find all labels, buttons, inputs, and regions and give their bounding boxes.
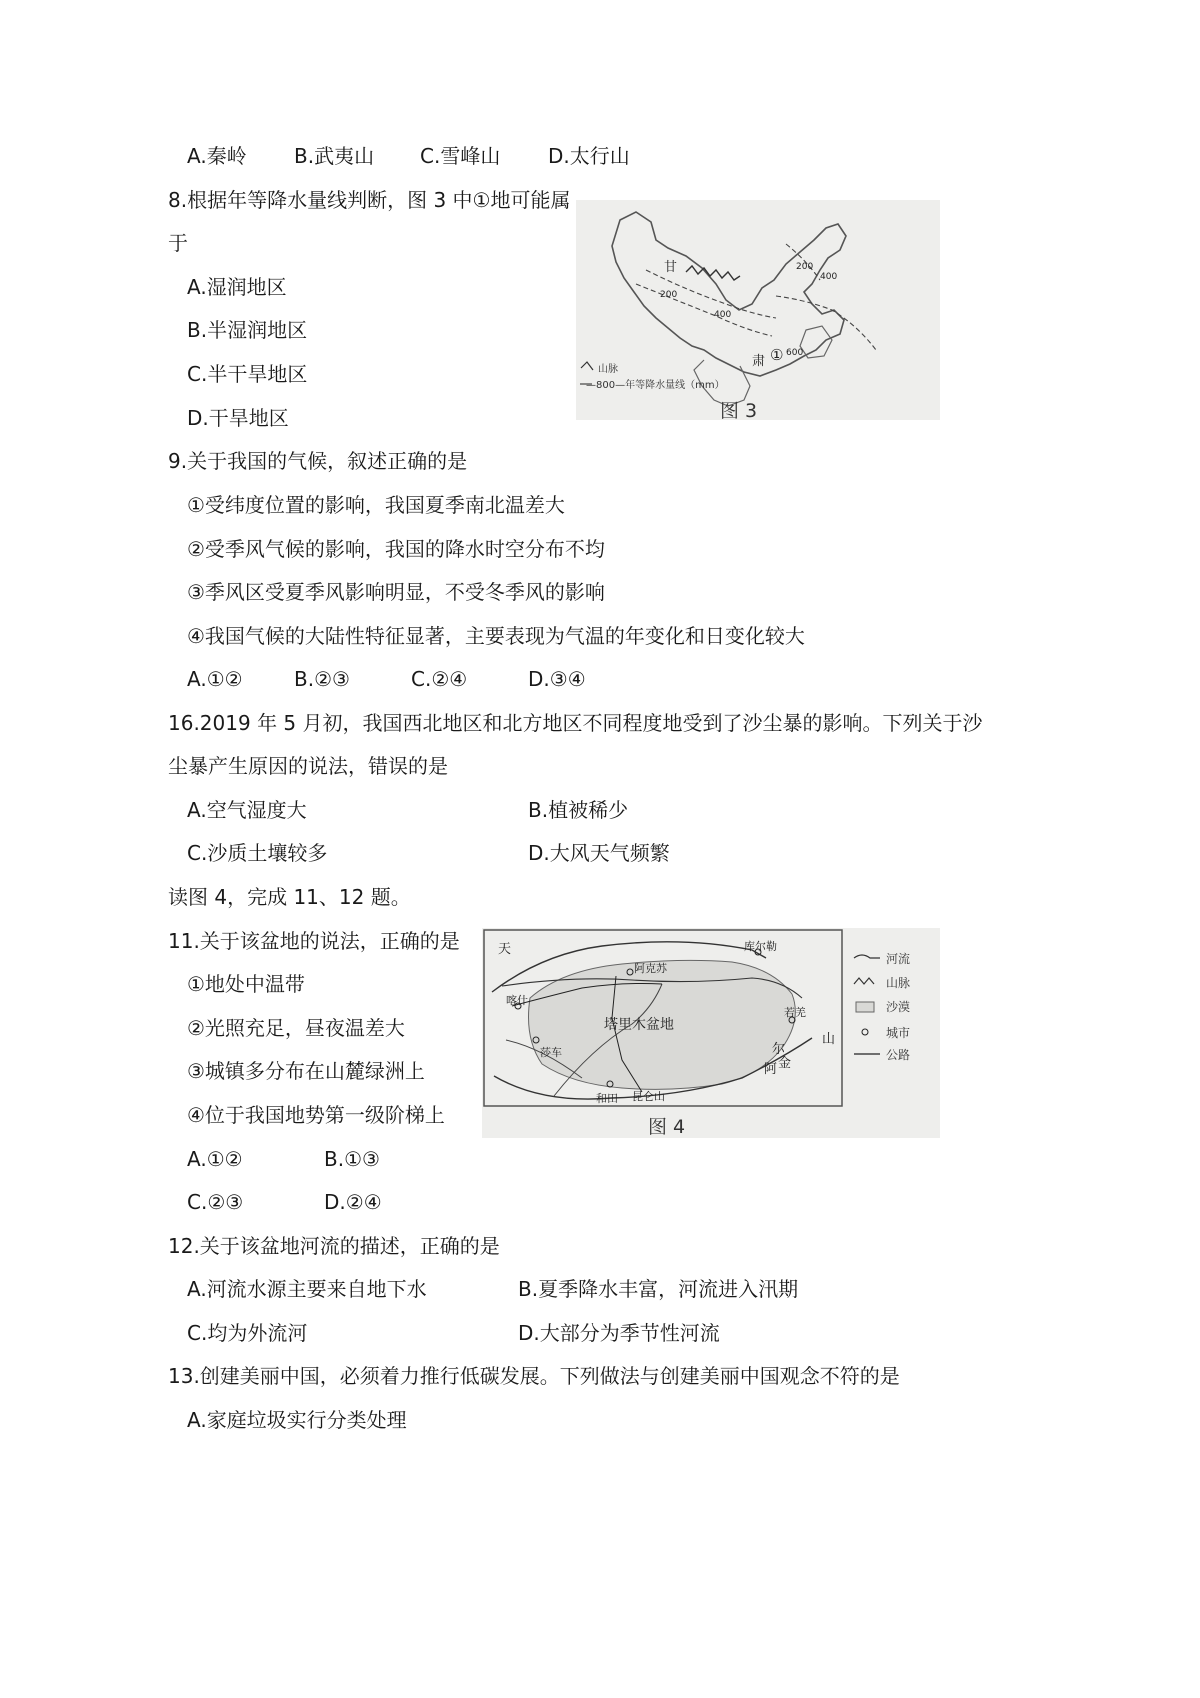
eastern-border — [800, 326, 832, 358]
label-tian: 天 — [498, 942, 512, 957]
q11-option-b: B.①③ — [324, 1147, 380, 1171]
label-iso600: 600 — [786, 348, 804, 358]
q8-option-a: A.湿润地区 — [187, 275, 287, 299]
q11-statement-1: ①地处中温带 — [187, 972, 305, 996]
q11-option-d: D.②④ — [324, 1190, 382, 1214]
q16-option-c: C.沙质土壤较多 — [187, 841, 328, 865]
label-ruoqiang: 若羌 — [784, 1006, 806, 1019]
label-marker-1: ① — [770, 346, 784, 364]
figure-3-map — [576, 200, 940, 420]
q7-option-c: C.雪峰山 — [420, 144, 501, 168]
label-basin: 塔里木盆地 — [604, 1017, 674, 1033]
label-iso200-east: 200 — [796, 262, 814, 272]
label-er: 尔 — [772, 1042, 786, 1057]
q11-stem: 11.关于该盆地的说法，正确的是 — [168, 929, 460, 953]
legend-river: 河流 — [886, 952, 911, 966]
label-gan: 甘 — [664, 260, 678, 275]
q12-option-a: A.河流水源主要来自地下水 — [187, 1277, 427, 1301]
q16-stem: 16.2019 年 5 月初，我国西北地区和北方地区不同程度地受到了沙尘暴的影响。下列关于沙 — [168, 711, 983, 735]
label-shan: 山 — [822, 1032, 836, 1047]
legend-river-symbol — [854, 955, 880, 958]
legend-mountain: 山脉 — [886, 976, 911, 990]
q7-option-b: B.武夷山 — [294, 144, 375, 168]
q16-option-b: B.植被稀少 — [528, 798, 629, 822]
q8-option-d: D.干旱地区 — [187, 406, 289, 430]
q13-stem: 13.创建美丽中国，必须着力推行低碳发展。下列做法与创建美丽中国观念不符的是 — [168, 1364, 900, 1388]
q8-option-b: B.半湿润地区 — [187, 318, 308, 342]
label-shache: 莎车 — [540, 1046, 562, 1059]
figure-4-svg — [482, 928, 940, 1138]
q16-stem-continued: 尘暴产生原因的说法，错误的是 — [168, 754, 448, 778]
q7-option-d: D.太行山 — [548, 144, 630, 168]
label-hetian: 和田 — [596, 1092, 618, 1105]
label-su: 肃 — [752, 354, 766, 369]
q9-statement-3: ③季风区受夏季风影响明显，不受冬季风的影响 — [187, 580, 605, 604]
q11-statement-3: ③城镇多分布在山麓绿洲上 — [187, 1059, 425, 1083]
q12-option-d: D.大部分为季节性河流 — [518, 1321, 720, 1345]
label-iso400-east: 400 — [820, 272, 838, 282]
q8-stem: 8.根据年等降水量线判断，图 3 中①地可能属 — [168, 188, 571, 212]
q9-option-d: D.③④ — [528, 667, 586, 691]
q11-statement-4: ④位于我国地势第一级阶梯上 — [187, 1103, 445, 1127]
label-akesu: 阿克苏 — [634, 962, 667, 975]
label-korla: 库尔勒 — [744, 940, 777, 953]
legend-city: 城市 — [886, 1026, 911, 1040]
q7-option-a: A.秦岭 — [187, 144, 247, 168]
label-jin: 金 — [778, 1056, 792, 1071]
province-outline — [612, 212, 846, 376]
q9-option-c: C.②④ — [411, 667, 468, 691]
q11-statement-2: ②光照充足，昼夜温差大 — [187, 1016, 405, 1040]
figure-4-intro: 读图 4，完成 11、12 题。 — [168, 885, 411, 909]
label-iso400: 400 — [714, 310, 732, 320]
label-iso200: 200 — [660, 290, 678, 300]
legend-isohyet-label: —800—年等降水量线（mm） — [586, 380, 725, 391]
legend-road: 公路 — [886, 1048, 911, 1062]
isohyet-400 — [636, 284, 772, 336]
q12-stem: 12.关于该盆地河流的描述，正确的是 — [168, 1234, 500, 1258]
q9-stem: 9.关于我国的气候，叙述正确的是 — [168, 449, 468, 473]
figure-3-caption: 图 3 — [720, 400, 758, 422]
q9-option-a: A.①② — [187, 667, 243, 691]
legend-desert-symbol — [856, 1002, 874, 1012]
q9-statement-2: ②受季风气候的影响，我国的降水时空分布不均 — [187, 537, 605, 561]
figure-4-caption: 图 4 — [648, 1116, 686, 1138]
q12-option-b: B.夏季降水丰富，河流进入汛期 — [518, 1277, 799, 1301]
q9-option-b: B.②③ — [294, 667, 350, 691]
q13-option-a: A.家庭垃圾实行分类处理 — [187, 1408, 407, 1432]
figure-4-map — [482, 928, 940, 1138]
q8-stem-continued: 于 — [168, 231, 188, 255]
legend-mountain-label: 山脉 — [598, 364, 618, 375]
q8-option-c: C.半干旱地区 — [187, 362, 308, 386]
mountain-range-qilian — [686, 266, 740, 280]
q16-option-a: A.空气湿度大 — [187, 798, 307, 822]
label-kashi: 喀什 — [506, 994, 528, 1007]
q9-statement-1: ①受纬度位置的影响，我国夏季南北温差大 — [187, 493, 565, 517]
q9-statement-4: ④我国气候的大陆性特征显著，主要表现为气温的年变化和日变化较大 — [187, 624, 805, 648]
isohyet-600 — [776, 296, 876, 350]
legend-city-symbol — [862, 1029, 868, 1035]
q12-option-c: C.均为外流河 — [187, 1321, 308, 1345]
legend-desert: 沙漠 — [886, 1000, 911, 1014]
label-kunlun: 昆仑山 — [632, 1090, 665, 1103]
q16-option-d: D.大风天气频繁 — [528, 841, 670, 865]
q11-option-c: C.②③ — [187, 1190, 244, 1214]
label-a: 阿 — [764, 1062, 778, 1077]
q11-option-a: A.①② — [187, 1147, 243, 1171]
legend-mountain-symbol — [581, 362, 593, 370]
legend-mountain-symbol — [854, 978, 874, 984]
